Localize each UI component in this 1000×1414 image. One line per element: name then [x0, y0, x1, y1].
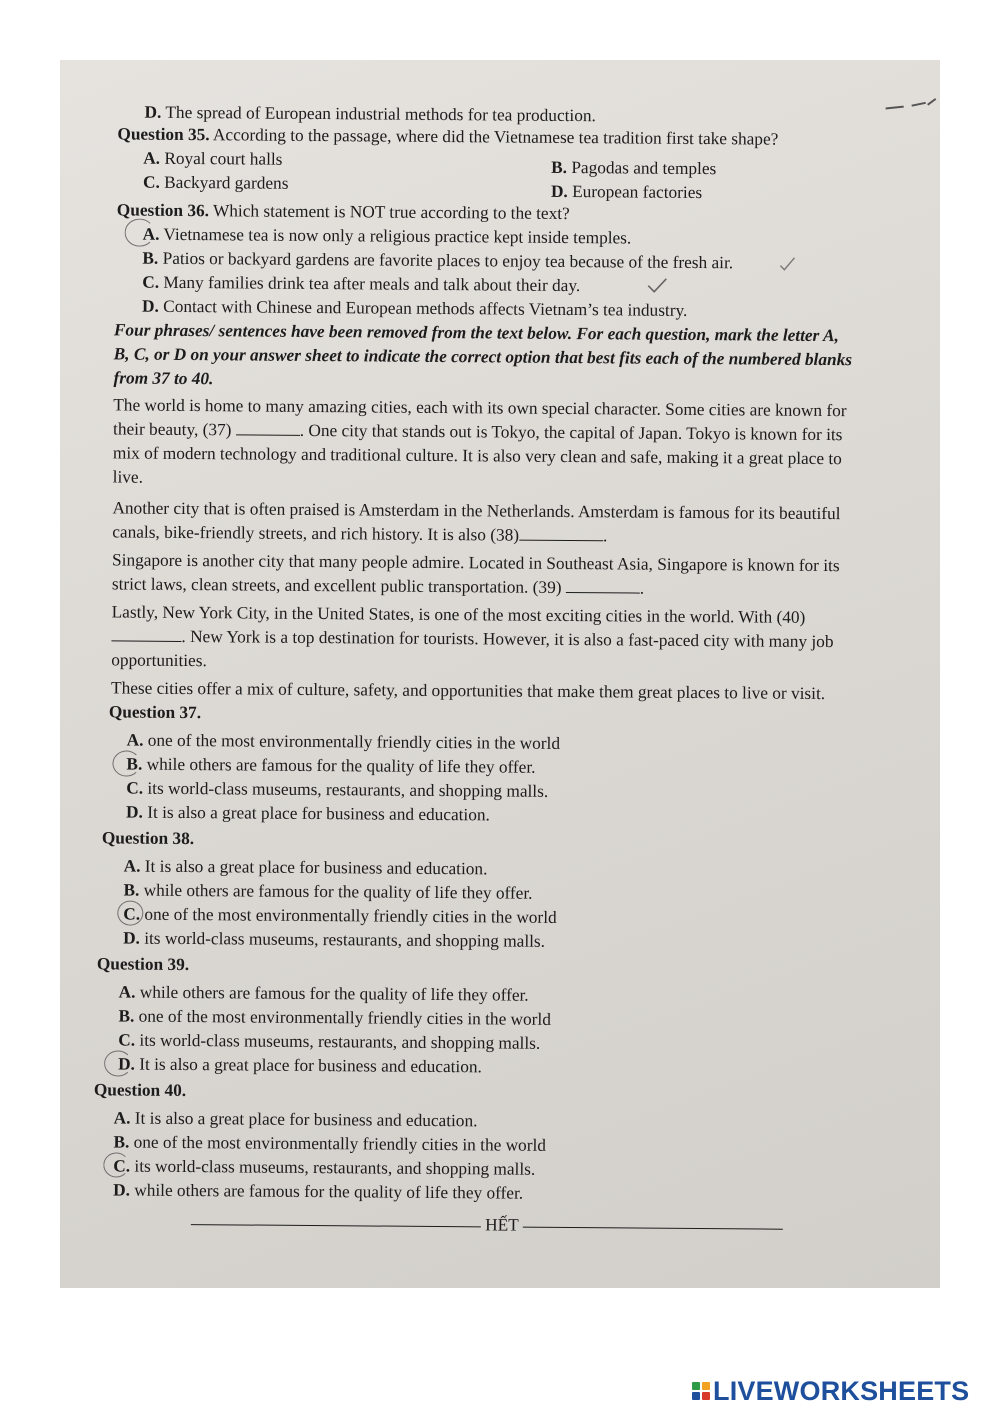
- instructions-line-1: Four phrases/ sentences have been removed from the text below. For each question, mark the letter A,: [113, 320, 839, 346]
- q35-option-d: D. European factories: [550, 181, 703, 203]
- q38-answer-circle: [117, 900, 143, 925]
- q37-label: Question 37.: [108, 702, 202, 723]
- q36-stem: Question 36. Which statement is NOT true according to the text?: [116, 200, 570, 224]
- passage-p1-line-2: their beauty, (37) . One city that stands out is Tokyo, the capital of Japan. Tokyo is known for its: [113, 419, 843, 445]
- q37-answer-circle: [112, 750, 140, 776]
- blank-39: [566, 577, 640, 594]
- end-rule-left: [191, 1224, 481, 1227]
- blank-37: [236, 419, 300, 436]
- q37-option-d: D. It is also a great place for business and education.: [126, 802, 490, 825]
- q39-option-b: B. one of the most environmentally friendly cities in the world: [118, 1006, 552, 1029]
- passage-p4-line-3: opportunities.: [111, 650, 207, 671]
- q36-answer-circle: [125, 219, 155, 247]
- q38-option-a: A. It is also a great place for business and education.: [123, 856, 488, 879]
- liveworksheets-brand[interactable]: [692, 1374, 969, 1408]
- q40-option-c: C. its world-class museums, restaurants, and shopping malls.: [113, 1156, 536, 1179]
- q35-option-c: C. Backyard gardens: [142, 172, 289, 193]
- q36-option-c: C. Many families drink tea after meals and talk about their day.: [142, 272, 581, 296]
- q39-option-c: C. its world-class museums, restaurants, and shopping malls.: [118, 1030, 541, 1053]
- passage-p1-line-1: The world is home to many amazing cities, each with its own special character. Some cities are known for: [113, 395, 847, 421]
- passage-p2-line-2: canals, bike-friendly streets, and rich history. It is also (38) .: [112, 522, 608, 546]
- blank-38: [519, 525, 603, 542]
- passage-p2-line-1: Another city that is often praised is Amsterdam in the Netherlands. Amsterdam is famous for its beautiful: [112, 498, 841, 524]
- exam-sheet: [60, 60, 940, 1288]
- q38-option-d: D. its world-class museums, restaurants, and shopping malls.: [123, 928, 546, 951]
- q38-label: Question 38.: [101, 828, 195, 849]
- q35-stem: Question 35. According to the passage, where did the Vietnamese tea tradition first take shape?: [117, 124, 779, 149]
- instructions-line-2: B, C, or D on your answer sheet to indicate the correct option that best fits each of the numbered blanks: [113, 344, 853, 370]
- q39-label: Question 39.: [96, 954, 190, 975]
- q39-option-a: A. while others are famous for the quality of life they offer.: [118, 982, 529, 1005]
- instructions-line-3: from 37 to 40.: [113, 368, 214, 389]
- q36-checkmark-icon: [646, 277, 668, 295]
- worksheet-photo: [60, 60, 940, 1288]
- q35-option-a: A. Royal court halls: [143, 148, 283, 169]
- passage-p1-line-4: live.: [112, 467, 144, 487]
- end-marker: HẾT: [191, 1211, 783, 1239]
- q38-option-b: B. while others are famous for the quality of life they offer.: [123, 880, 533, 903]
- q40-option-b: B. one of the most environmentally friendly cities in the world: [113, 1132, 547, 1155]
- blank-40: [111, 625, 181, 642]
- passage-p3-line-2: strict laws, clean streets, and excellent public transportation. (39) .: [111, 574, 645, 598]
- q37-option-c: C. its world-class museums, restaurants, and shopping malls.: [126, 778, 549, 801]
- q36-option-b: B. Patios or backyard gardens are favorite places to enjoy tea because of the fresh air.: [142, 248, 734, 273]
- q37-option-b: B. while others are famous for the quality of life they offer.: [126, 754, 536, 777]
- q40-option-a: A. It is also a great place for business and education.: [113, 1108, 478, 1131]
- pen-mark: [882, 94, 940, 114]
- q40-answer-circle: [103, 1152, 129, 1177]
- q37-option-a: A. one of the most environmentally friendly cities in the world: [126, 730, 561, 753]
- q38-option-c: C. one of the most environmentally friendly cities in the world: [123, 904, 557, 927]
- q40-option-d: D. while others are famous for the quality of life they offer.: [113, 1180, 524, 1203]
- q36-option-a: A. Vietnamese tea is now only a religious practice kept inside temples.: [142, 224, 632, 248]
- q39-option-d: D. It is also a great place for business and education.: [118, 1054, 482, 1077]
- liveworksheets-wordmark: LIVEWORKSHEETS: [713, 1375, 970, 1406]
- q36-option-d: D. Contact with Chinese and European methods affects Vietnam’s tea industry.: [141, 296, 688, 320]
- passage-p3-line-1: Singapore is another city that many people admire. Located in Southeast Asia, Singapore is known for its: [112, 550, 840, 576]
- q40-label: Question 40.: [93, 1080, 187, 1101]
- end-rule-right: [523, 1226, 783, 1229]
- carryover-option: D. The spread of European industrial methods for tea production.: [144, 102, 596, 126]
- passage-p4-line-1: Lastly, New York City, in the United States, is one of the most exciting cities in the world. With (40): [111, 602, 806, 627]
- q36-tick-mark-icon: [778, 256, 796, 272]
- liveworksheets-logo-icon: [692, 1382, 710, 1400]
- q35-option-b: B. Pagodas and temples: [551, 157, 717, 179]
- q39-answer-circle: [104, 1050, 132, 1076]
- passage-p1-line-3: mix of modern technology and traditional culture. It is also very clean and safe, making it a great place to: [112, 443, 842, 469]
- passage-p4-line-2: . New York is a top destination for tourists. However, it is also a fast-paced city with many job: [111, 624, 833, 653]
- passage-p5-line-1: These cities offer a mix of culture, safety, and opportunities that make them great places to live or visit.: [110, 678, 826, 704]
